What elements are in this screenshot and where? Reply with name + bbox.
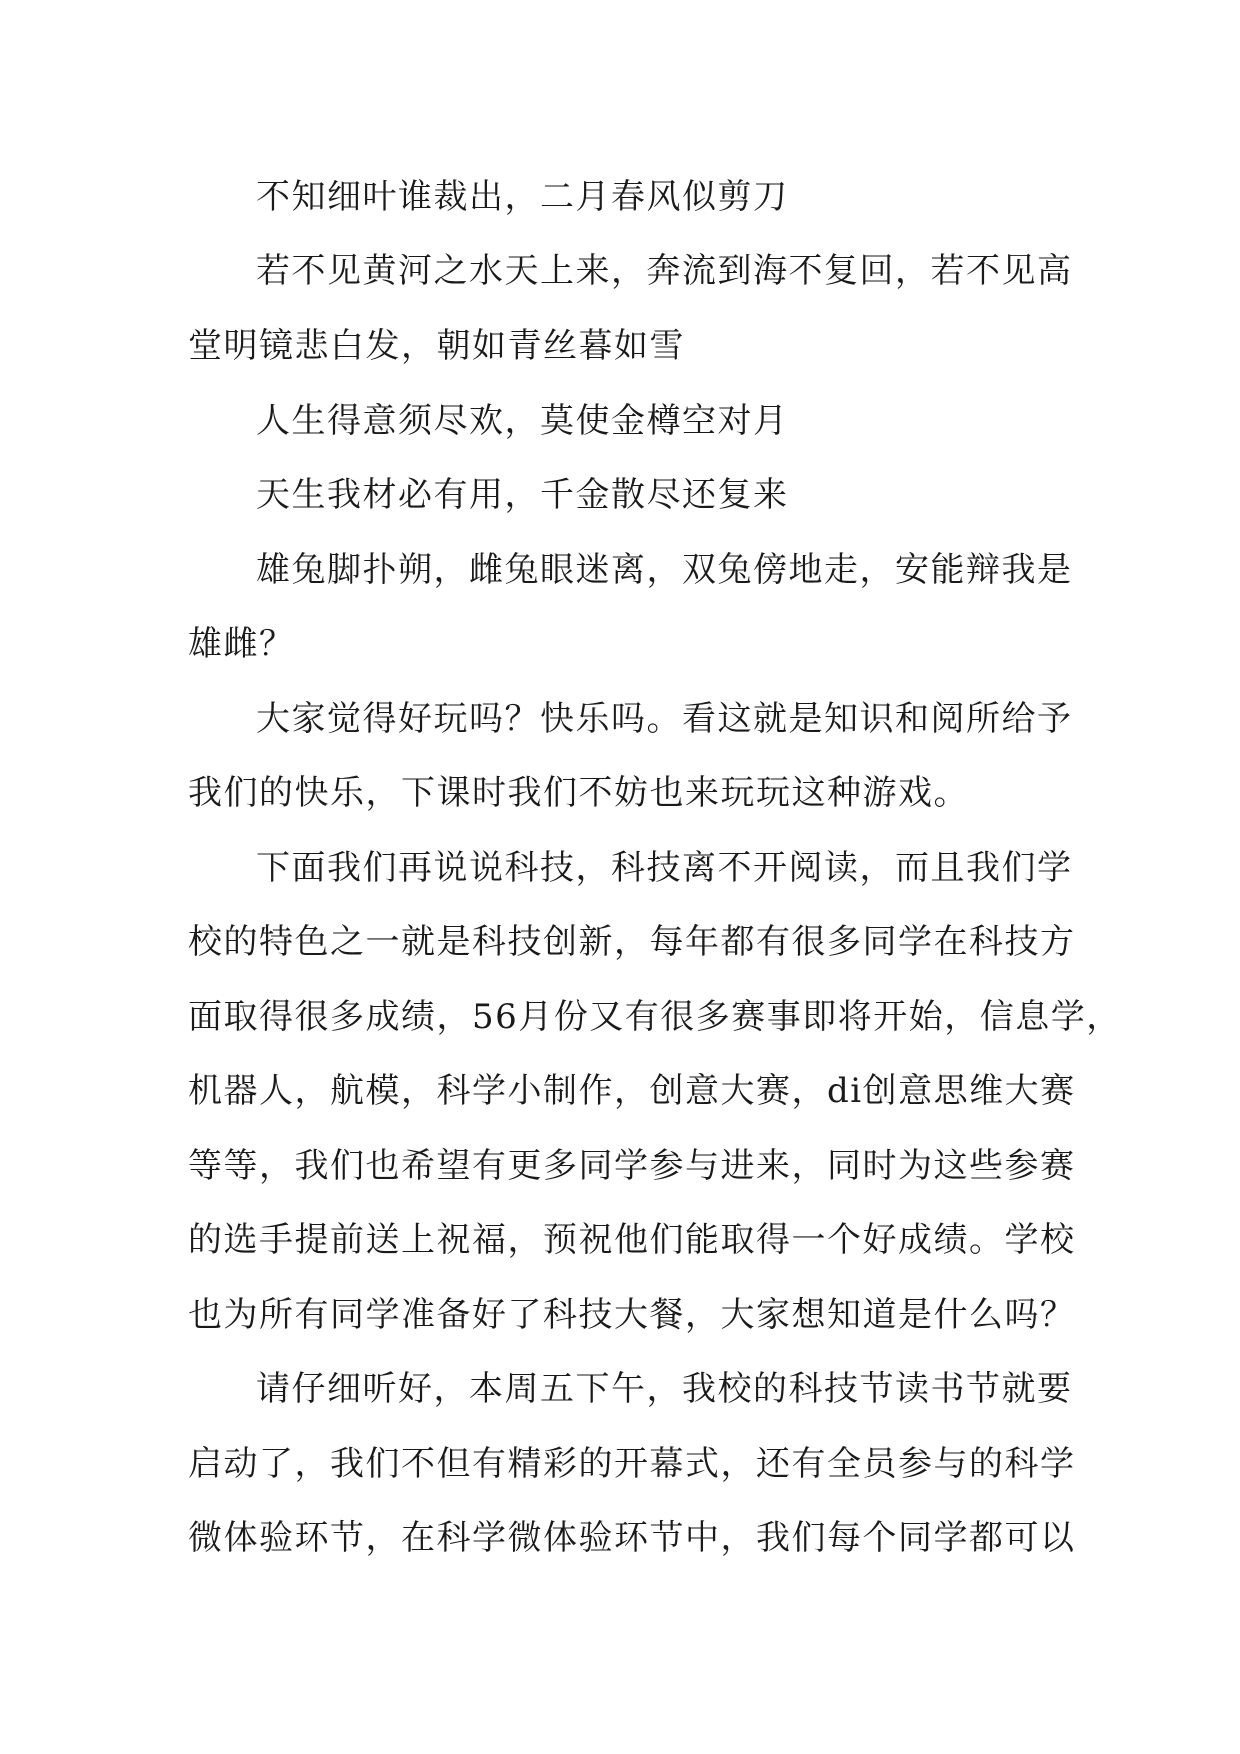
text-line: 雄兔脚扑朔，雌兔眼迷离，双兔傍地走，安能辩我是: [256, 550, 1073, 590]
text-line: 面取得很多成绩，56月份又有很多赛事即将开始，信息学，: [188, 997, 1122, 1037]
text-line: 也为所有同学准备好了科技大餐，大家想知道是什么吗？: [188, 1295, 1076, 1335]
text-line: 等等，我们也希望有更多同学参与进来，同时为这些参赛: [188, 1146, 1076, 1186]
text-line: 的选手提前送上祝福，预祝他们能取得一个好成绩。学校: [188, 1220, 1076, 1260]
text-line: 雄雌？: [188, 624, 295, 664]
text-line: 微体验环节，在科学微体验环节中，我们每个同学都可以: [188, 1518, 1076, 1558]
text-line: 我们的快乐，下课时我们不妨也来玩玩这种游戏。: [188, 773, 969, 813]
text-line: 请仔细听好，本周五下午，我校的科技节读书节就要: [256, 1369, 1073, 1409]
text-line: 机器人，航模，科学小制作，创意大赛，di创意思维大赛: [188, 1071, 1076, 1111]
text-line: 若不见黄河之水天上来，奔流到海不复回，若不见高: [256, 251, 1073, 291]
text-line: 天生我材必有用，千金散尽还复来: [256, 475, 789, 515]
text-line: 启动了，我们不但有精彩的开幕式，还有全员参与的科学: [188, 1444, 1076, 1484]
text-line: 人生得意须尽欢，莫使金樽空对月: [256, 401, 789, 441]
text-line: 下面我们再说说科技，科技离不开阅读，而且我们学: [256, 848, 1073, 888]
text-line: 堂明镜悲白发，朝如青丝暮如雪: [188, 326, 685, 366]
text-line: 大家觉得好玩吗？快乐吗。看这就是知识和阅所给予: [256, 699, 1073, 739]
text-line: 校的特色之一就是科技创新，每年都有很多同学在科技方: [188, 922, 1076, 962]
text-line: 不知细叶谁裁出，二月春风似剪刀: [256, 177, 789, 217]
